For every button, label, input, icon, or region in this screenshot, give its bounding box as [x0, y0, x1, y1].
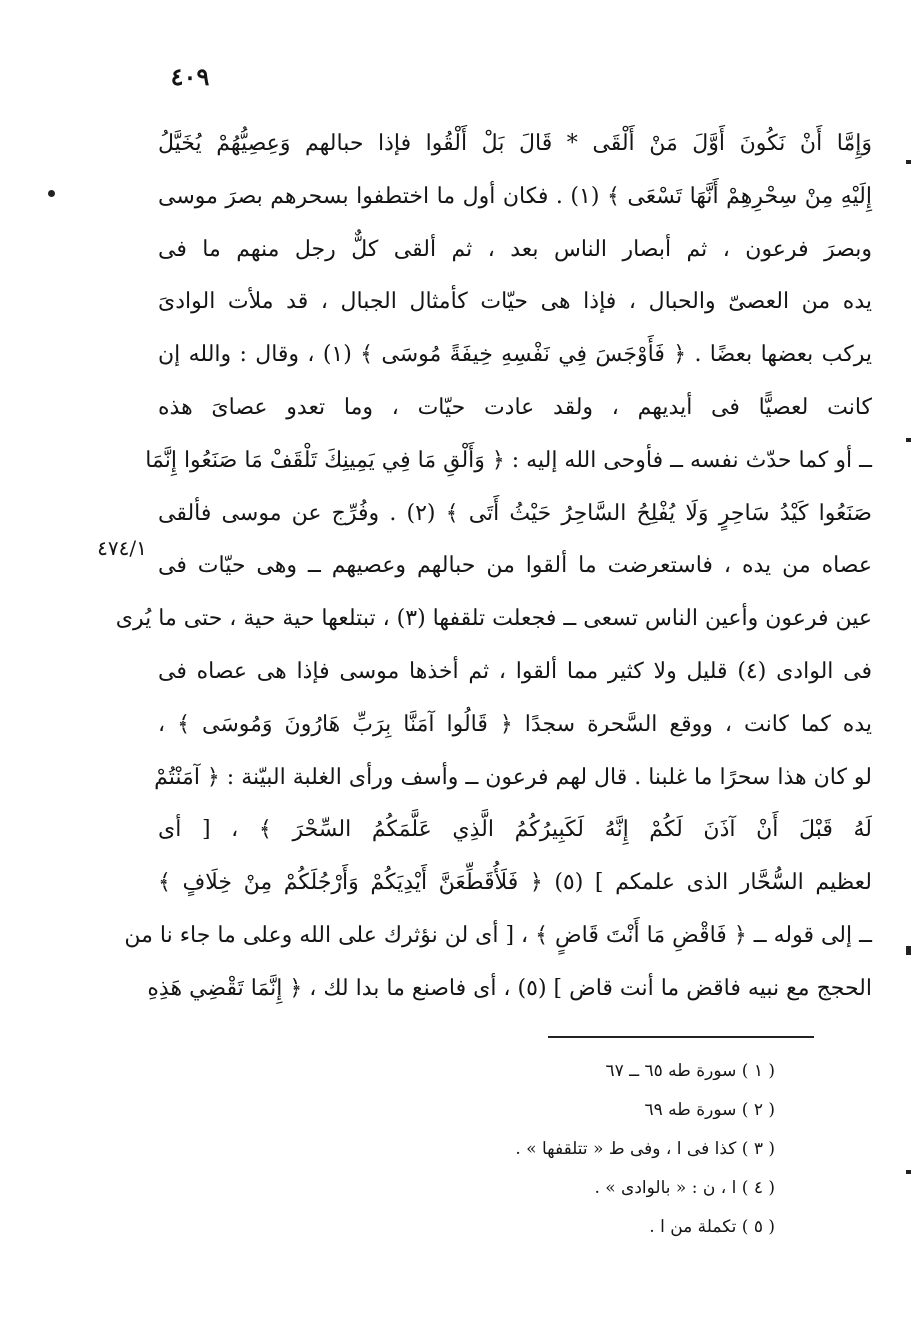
text-line: صَنَعُوا كَيْدُ سَاحِرٍ وَلَا يُفْلِحُ السَّاحِرُ حَيْثُ أَتَى ﴾ (٢) . وفُرِّج عن موسى فألقى — [158, 500, 872, 526]
margin-reference: ٤٧٤/١ — [97, 536, 147, 560]
edge-mark — [906, 1170, 911, 1174]
footnote: ( ١ ) سورة طه ٦٥ ــ ٦٧ — [605, 1061, 775, 1081]
text-line: لعظيم السُّحَّار الذى علمكم ] (٥) ﴿ فَلَأُقَطِّعَنَّ أَيْدِيَكُمْ وَأَرْجُلَكُمْ مِنْ خِلَافٍ ﴾ — [158, 870, 872, 896]
edge-mark — [906, 438, 911, 442]
text-line: الحجج مع نبيه فاقض ما أنت قاض ] (٥) ، أى فاصنع ما بدا لك ، ﴿ إِنَّمَا تَقْضِي هَذِهِ — [147, 975, 872, 1001]
text-line: كانت لعصيًّا فى أيديهم ، ولقد عادت حيّات ، وما تعدو عصاىَ هذه — [158, 394, 872, 420]
text-line: وَإِمَّا أَنْ نَكُونَ أَوَّلَ مَنْ أَلْقَى * قَالَ بَلْ أَلْقُوا فإذا حبالهم وَعِصِيُّهُمْ يُخَيَّلُ — [158, 131, 872, 156]
text-line: وبصرَ فرعون ، ثم أبصار الناس بعد ، ثم ألقى كلٌّ رجل منهم ما فى — [158, 236, 872, 262]
text-line: يده كما كانت ، ووقع السَّحرة سجدًا ﴿ قَالُوا آمَنَّا بِرَبِّ هَارُونَ وَمُوسَى ﴾ ، — [158, 711, 872, 737]
footnotes — [470, 1052, 775, 1247]
text-line: لَهُ قَبْلَ أَنْ آذَنَ لَكُمْ إِنَّهُ لَكَبِيرُكُمُ الَّذِي عَلَّمَكُمُ السِّحْرَ ﴾ ، [ أى — [158, 817, 872, 843]
text-line: ــ أو كما حدّث نفسه ــ فأوحى الله إليه : ﴿ وَأَلْقِ مَا فِي يَمِينِكَ تَلْقَفْ مَا صَنَعُوا إِنَّمَا — [145, 447, 872, 473]
footnote: ( ٥ ) تكملة من ا . — [649, 1217, 775, 1237]
text-line: ــ إلى قوله ــ ﴿ فَاقْضِ مَا أَنْتَ قَاضٍ ﴾ ، [ أى لن نؤثرك على الله وعلى ما جاء نا من — [124, 922, 872, 948]
footnote: ( ٢ ) سورة طه ٦٩ — [644, 1100, 775, 1120]
margin-dot — [48, 190, 55, 197]
text-line: يده من العصىّ والحبال ، فإذا هى حيّات كأمثال الجبال ، قد ملأت الوادىَ — [158, 289, 872, 315]
text-line: إِلَيْهِ مِنْ سِحْرِهِمْ أَنَّهَا تَسْعَى ﴾ (١) . فكان أول ما اختطفوا بسحرهم بصرَ موسى — [158, 183, 872, 209]
edge-mark — [906, 946, 911, 955]
footnote-separator — [548, 1036, 814, 1038]
text-line: فى الوادى (٤) قليل ولا كثير مما ألقوا ، ثم أخذها موسى فإذا هى عصاه فى — [158, 658, 872, 684]
page-number: ٤٠٩ — [170, 62, 210, 91]
footnote: ( ٤ ) ا ، ن : « بالوادى » . — [594, 1178, 775, 1198]
text-line: عصاه من يده ، فاستعرضت ما ألقوا من حبالهم وعصيهم ــ وهى حيّات فى — [158, 553, 872, 579]
text-line: لو كان هذا سحرًا ما غلبنا . قال لهم فرعون ــ وأسف ورأى الغلبة البيّنة : ﴿ آمَنْتُمْ — [154, 764, 872, 790]
footnote: ( ٣ ) كذا فى ا ، وفى ط « تتلقفها » . — [515, 1139, 775, 1159]
edge-mark — [906, 160, 911, 164]
text-line: عين فرعون وأعين الناس تسعى ــ فجعلت تلقفها (٣) ، تبتلعها حية حية ، حتى ما يُرى — [115, 606, 872, 632]
text-line: يركب بعضها بعضًا . ﴿ فَأَوْجَسَ فِي نَفْسِهِ خِيفَةً مُوسَى ﴾ (١) ، وقال : والله إن — [158, 342, 872, 368]
